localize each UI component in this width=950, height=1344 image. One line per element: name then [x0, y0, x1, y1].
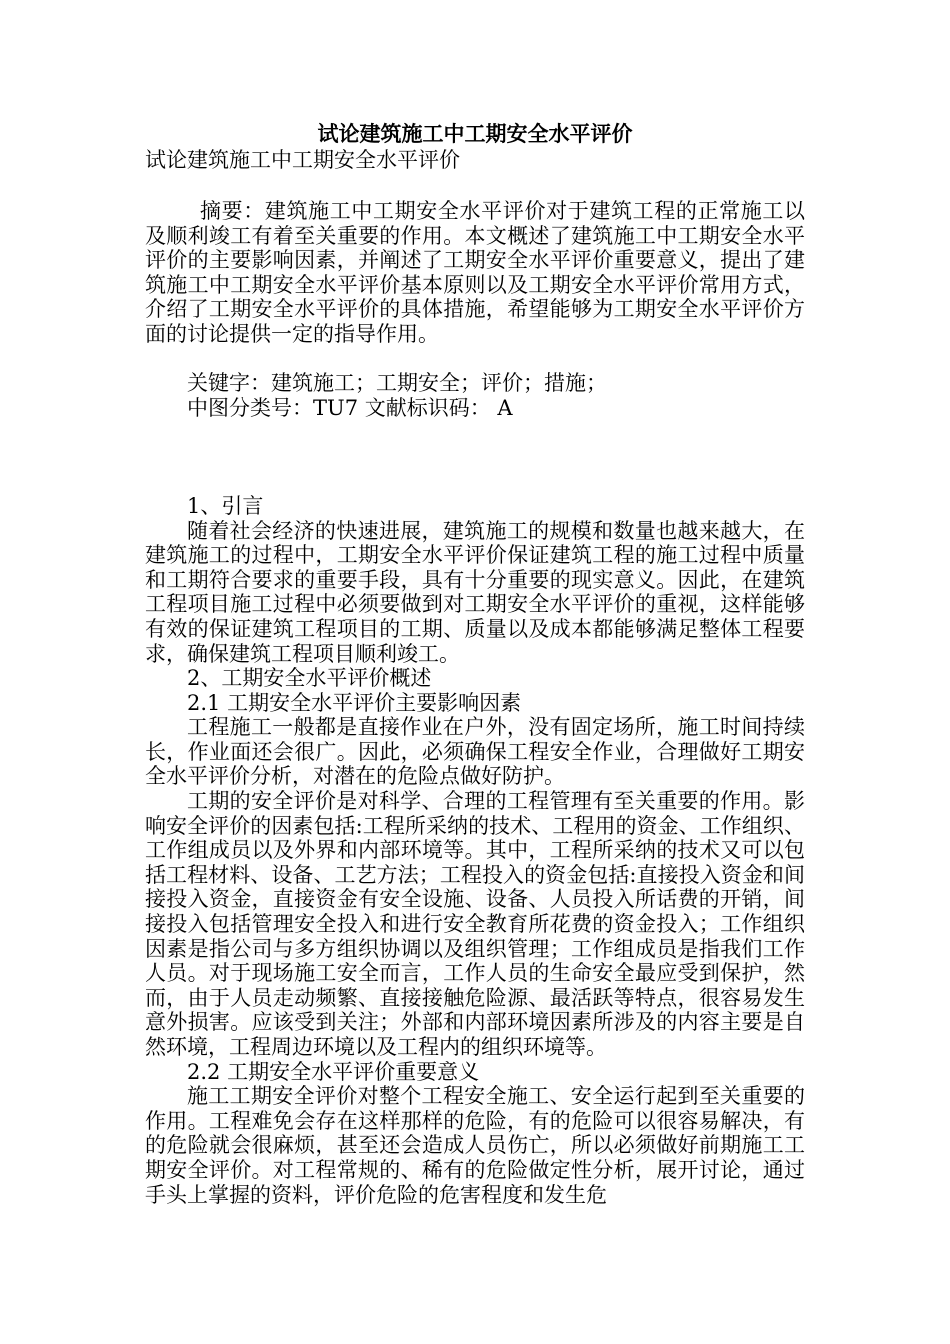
- section-2-1-paragraph-1: 工程施工一般都是直接作业在户外，没有固定场所，施工时间持续长，作业面还会很广。因此，必须确保工程安全作业，合理做好工期安全水平评价分析，对潜在的危险点做好防护。: [145, 715, 805, 789]
- spacer: [145, 420, 805, 469]
- document-body: [145, 121, 805, 1207]
- section-heading-2-2: 2.2 工期安全水平评价重要意义: [187, 1059, 480, 1084]
- section-2-2-paragraph: 施工工期安全评价对整个工程安全施工、安全运行起到至关重要的作用。工程难免会存在这样那样的危险，有的危险可以很容易解决，有的危险就会很麻烦，甚至还会造成人员伤亡，所以必须做好前期施工工期安全评价。对工程常规的、稀有的危险做定性分析，展开讨论，通过手头上掌握的资料，评价危险的危害程度和发生危: [145, 1084, 805, 1207]
- section-heading-2: 2、工期安全水平评价概述: [187, 666, 432, 691]
- spacer: [145, 347, 805, 372]
- keywords-line: 关键字：建筑施工；工期安全；评价；措施；: [187, 371, 607, 396]
- document-subtitle: 试论建筑施工中工期安全水平评价: [145, 148, 460, 172]
- abstract-paragraph: 摘要：建筑施工中工期安全水平评价对于建筑工程的正常施工以及顺利竣工有着至关重要的作用。本文概述了建筑施工中工期安全水平评价的主要影响因素，并阐述了工期安全水平评价重要意义，提出了建筑施工中工期安全水平评价基本原则以及工期安全水平评价常用方式，介绍了工期安全水平评价的具体措施，希望能够为工期安全水平评价方面的讨论提供一定的指导作用。: [145, 199, 805, 346]
- classification-line: 中图分类号：TU7 文献标识码： A: [187, 395, 513, 420]
- section-heading-1: 1、引言: [187, 493, 264, 518]
- spacer: [145, 469, 805, 494]
- section-heading-2-1: 2.1 工期安全水平评价主要影响因素: [187, 690, 522, 715]
- section-2-1-paragraph-2: 工期的安全评价是对科学、合理的工程管理有至关重要的作用。影响安全评价的因素包括:工程所采纳的技术、工程用的资金、工作组织、工作组成员以及外界和内部环境等。其中，工程所采纳的技术又可以包括工程材料、设备、工艺方法；工程投入的资金包括:直接投入资金和间接投入资金，直接资金有安全设施、设备、人员投入所话费的开销，间接投入包括管理安全投入和进行安全教育所花费的资金投入；工作组织因素是指公司与多方组织协调以及组织管理；工作组成员是指我们工作人员。对于现场施工安全而言，工作人员的生命安全最应受到保护，然而，由于人员走动频繁、直接接触危险源、最活跃等特点，很容易发生意外损害。应该受到关注；外部和内部环境因素所涉及的内容主要是自然环境，工程周边环境以及工程内的组织环境等。: [145, 789, 805, 1059]
- section-1-paragraph: 随着社会经济的快速进展，建筑施工的规模和数量也越来越大，在建筑施工的过程中，工期安全水平评价保证建筑工程的施工过程中质量和工期符合要求的重要手段，具有十分重要的现实意义。因此，在建筑工程项目施工过程中必须要做到对工期安全水平评价的重视，这样能够有效的保证建筑工程项目的工期、质量以及成本都能够满足整体工程要求，确保建筑工程项目顺利竣工。: [145, 518, 805, 666]
- document-title: 试论建筑施工中工期安全水平评价: [317, 122, 633, 146]
